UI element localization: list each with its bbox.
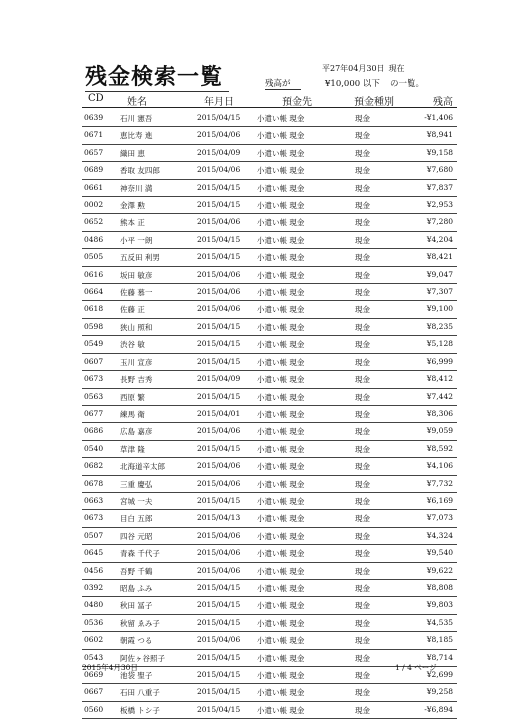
cell-deposit-to: 小遣い帳 現金	[257, 340, 305, 350]
cell-balance: ¥9,258	[426, 687, 453, 697]
header-cd: CD	[88, 93, 104, 104]
cell-date: 2015/04/06	[197, 304, 241, 314]
cell-balance: ¥8,306	[426, 408, 453, 418]
cell-cd: 0616	[84, 269, 104, 279]
cell-deposit-kind: 現金	[355, 653, 370, 663]
cell-balance: ¥8,185	[426, 635, 453, 645]
cell-deposit-to: 小遣い帳 現金	[257, 166, 305, 176]
cell-balance: ¥7,732	[426, 478, 453, 488]
cell-deposit-to: 小遣い帳 現金	[257, 183, 305, 193]
cell-cd: 0678	[84, 478, 104, 488]
cell-balance: ¥6,169	[426, 495, 453, 505]
cell-deposit-kind: 現金	[355, 531, 370, 541]
cell-balance: ¥4,204	[426, 234, 453, 244]
cell-deposit-kind: 現金	[355, 601, 370, 611]
table-row	[82, 162, 457, 179]
cell-date: 2015/04/15	[197, 200, 241, 210]
cell-balance: ¥8,808	[426, 582, 453, 592]
cell-date: 2015/04/15	[197, 687, 241, 697]
cell-deposit-kind: 現金	[355, 705, 370, 715]
cell-date: 2015/04/09	[197, 374, 241, 384]
cell-cd: 0540	[84, 443, 104, 453]
cell-name: 目白 五郎	[120, 514, 153, 524]
cell-deposit-to: 小遣い帳 現金	[257, 409, 305, 419]
cell-balance: ¥8,714	[426, 652, 453, 662]
table-row	[82, 284, 457, 301]
table-header	[82, 93, 457, 108]
cell-name: 玉川 宣彦	[120, 357, 153, 367]
cell-name: 狭山 照和	[120, 322, 153, 332]
cell-balance: ¥6,999	[426, 356, 453, 366]
cell-deposit-to: 小遣い帳 現金	[257, 462, 305, 472]
table-row	[82, 458, 457, 475]
cell-deposit-to: 小遣い帳 現金	[257, 671, 305, 680]
table-row	[82, 441, 457, 458]
cell-deposit-to: 小遣い帳 現金	[257, 270, 305, 280]
cell-date: 2015/04/15	[197, 391, 241, 401]
cell-name: 織田 恵	[120, 148, 145, 158]
cell-deposit-kind: 現金	[355, 218, 370, 228]
cell-cd: 0507	[84, 530, 104, 540]
header-balance: 残高	[433, 97, 453, 108]
cell-date: 2015/04/15	[197, 252, 241, 262]
cell-cd: 0673	[84, 374, 104, 384]
table-row	[82, 389, 457, 406]
cell-balance: ¥9,622	[426, 565, 453, 575]
header-date: 年月日	[204, 97, 234, 108]
footer-date: 2015年4月30日	[82, 663, 138, 672]
cell-deposit-to: 小遣い帳 現金	[257, 288, 305, 298]
cell-balance: ¥4,324	[426, 530, 453, 540]
cell-date: 2015/04/15	[197, 704, 241, 714]
cell-deposit-to: 小遣い帳 現金	[257, 566, 305, 576]
cell-name: 練馬 衛	[120, 409, 145, 419]
table-row	[82, 632, 457, 649]
cell-date: 2015/04/06	[197, 461, 241, 471]
cell-date: 2015/04/06	[197, 565, 241, 575]
header-deposit-kind: 預金種別	[354, 97, 394, 108]
cell-date: 2015/04/15	[197, 443, 241, 453]
cell-balance: ¥9,047	[426, 269, 453, 279]
cell-cd: 0563	[84, 391, 104, 401]
cell-deposit-kind: 現金	[355, 357, 370, 367]
cell-deposit-kind: 現金	[355, 375, 370, 385]
cell-name: 吾野 千鶴	[120, 566, 153, 576]
cell-deposit-kind: 現金	[355, 235, 370, 245]
cell-deposit-to: 小遣い帳 現金	[257, 444, 305, 454]
cell-date: 2015/04/06	[197, 548, 241, 558]
cell-name: 長野 吉秀	[120, 375, 153, 385]
cell-deposit-kind: 現金	[355, 288, 370, 298]
cell-date: 2015/04/15	[197, 113, 241, 122]
cell-deposit-kind: 現金	[355, 636, 370, 646]
cell-name: 香取 友四郎	[120, 166, 160, 176]
cell-balance: ¥9,100	[426, 304, 453, 314]
cell-cd: 0560	[84, 704, 104, 714]
cell-deposit-kind: 現金	[355, 114, 370, 123]
table-row	[82, 597, 457, 614]
cell-name: 昭島 ふみ	[120, 583, 153, 593]
cell-balance: ¥7,307	[426, 287, 453, 297]
table-row	[82, 197, 457, 214]
cell-name: 四谷 元昭	[120, 531, 153, 541]
cell-cd: 0607	[84, 356, 104, 366]
cell-deposit-to: 小遣い帳 現金	[257, 392, 305, 402]
cell-cd: 0686	[84, 426, 104, 436]
cell-balance: ¥9,540	[426, 548, 453, 558]
cell-name: 北海道辛太郎	[120, 462, 165, 472]
cell-deposit-kind: 現金	[355, 444, 370, 454]
cell-deposit-to: 小遣い帳 現金	[257, 131, 305, 141]
condition-amount: ¥10,000 以下	[325, 79, 380, 89]
cell-deposit-kind: 現金	[355, 583, 370, 593]
cell-cd: 0667	[84, 687, 104, 697]
cell-cd: 0480	[84, 600, 104, 610]
cell-date: 2015/04/15	[197, 582, 241, 592]
cell-name: 秋留 ゑみ子	[120, 618, 160, 628]
cell-cd: 0618	[84, 304, 104, 314]
cell-deposit-kind: 現金	[355, 566, 370, 576]
table-row	[82, 615, 457, 632]
cell-deposit-kind: 現金	[355, 305, 370, 315]
cell-deposit-kind: 現金	[355, 270, 370, 280]
cell-balance: ¥7,442	[426, 391, 453, 401]
cell-date: 2015/04/15	[197, 495, 241, 505]
as-of-date-value: 平27年04月30日	[322, 64, 385, 73]
cell-name: 石田 八重子	[120, 688, 160, 698]
cell-deposit-to: 小遣い帳 現金	[257, 583, 305, 593]
table-row	[82, 371, 457, 388]
cell-balance: ¥9,158	[426, 147, 453, 157]
as-of-suffix: 現在	[388, 64, 405, 73]
cell-cd: 0657	[84, 147, 104, 157]
cell-balance: ¥4,106	[426, 461, 453, 471]
cell-name: 渋谷 敏	[120, 340, 145, 350]
cell-cd: 0549	[84, 339, 104, 349]
table-row	[82, 301, 457, 318]
cell-balance: ¥2,953	[426, 200, 453, 210]
cell-date: 2015/04/15	[197, 652, 241, 662]
condition-suffix: の一覧。	[390, 79, 425, 89]
cell-deposit-to: 小遣い帳 現金	[257, 496, 305, 506]
cell-deposit-to: 小遣い帳 現金	[257, 514, 305, 524]
cell-date: 2015/04/09	[197, 147, 241, 157]
table-row	[82, 354, 457, 371]
cell-name: 神奈川 満	[120, 183, 153, 193]
cell-balance: ¥4,535	[426, 617, 453, 627]
cell-date: 2015/04/15	[197, 670, 241, 679]
cell-deposit-kind: 現金	[355, 514, 370, 524]
cell-deposit-to: 小遣い帳 現金	[257, 636, 305, 646]
cell-deposit-to: 小遣い帳 現金	[257, 653, 305, 663]
cell-deposit-to: 小遣い帳 現金	[257, 322, 305, 332]
table-row	[82, 545, 457, 562]
cell-balance: ¥5,128	[426, 339, 453, 349]
cell-deposit-kind: 現金	[355, 549, 370, 559]
cell-date: 2015/04/01	[197, 408, 241, 418]
cell-name: 五反田 利男	[120, 253, 160, 263]
cell-date: 2015/04/15	[197, 617, 241, 627]
page-indicator: 1 / 4 ページ	[395, 663, 437, 672]
cell-name: 佐藤 慕一	[120, 288, 153, 298]
cell-deposit-to: 小遣い帳 現金	[257, 601, 305, 611]
cell-date: 2015/04/15	[197, 600, 241, 610]
cell-cd: 0669	[84, 670, 104, 679]
cell-deposit-to: 小遣い帳 現金	[257, 427, 305, 437]
cell-date: 2015/04/06	[197, 165, 241, 175]
header-deposit-to: 預金先	[282, 97, 312, 108]
cell-name: 佐藤 正	[120, 305, 145, 315]
cell-name: 阿佐ヶ谷照子	[120, 653, 165, 663]
table-row	[82, 702, 457, 719]
cell-cd: 0664	[84, 287, 104, 297]
cell-deposit-kind: 現金	[355, 479, 370, 489]
cell-deposit-kind: 現金	[355, 148, 370, 158]
cell-deposit-kind: 現金	[355, 253, 370, 263]
cell-balance: ¥8,592	[426, 443, 453, 453]
cell-deposit-kind: 現金	[355, 392, 370, 402]
cell-name: 朝霞 つる	[120, 636, 153, 646]
cell-deposit-to: 小遣い帳 現金	[257, 479, 305, 489]
cell-balance: -¥6,894	[424, 704, 453, 714]
table-row	[82, 145, 457, 162]
cell-date: 2015/04/15	[197, 182, 241, 192]
cell-balance: ¥8,235	[426, 321, 453, 331]
cell-deposit-kind: 現金	[355, 688, 370, 698]
cell-deposit-kind: 現金	[355, 409, 370, 419]
cell-deposit-kind: 現金	[355, 322, 370, 332]
table-row	[82, 684, 457, 701]
cell-date: 2015/04/15	[197, 321, 241, 331]
table-row	[82, 319, 457, 336]
cell-date: 2015/04/06	[197, 530, 241, 540]
cell-deposit-kind: 現金	[355, 618, 370, 628]
cell-name: 宮城 一夫	[120, 496, 153, 506]
cell-deposit-to: 小遣い帳 現金	[257, 305, 305, 315]
table-row	[82, 493, 457, 510]
table-row	[82, 476, 457, 493]
table-row	[82, 336, 457, 353]
cell-balance: ¥2,699	[426, 670, 453, 679]
cell-deposit-to: 小遣い帳 現金	[257, 114, 305, 123]
cell-date: 2015/04/15	[197, 234, 241, 244]
cell-date: 2015/04/06	[197, 426, 241, 436]
cell-cd: 0673	[84, 513, 104, 523]
cell-name: 熊本 正	[120, 218, 145, 228]
table-row	[82, 580, 457, 597]
cell-name: 坂田 敏彦	[120, 270, 153, 280]
cell-cd: 0682	[84, 461, 104, 471]
cell-balance: ¥9,059	[426, 426, 453, 436]
table-row	[82, 232, 457, 249]
table-row	[82, 267, 457, 284]
cell-name: 石川 憲吾	[120, 114, 153, 123]
cell-deposit-to: 小遣い帳 現金	[257, 375, 305, 385]
table-row	[82, 528, 457, 545]
cell-cd: 0598	[84, 321, 104, 331]
cell-name: 金澤 勲	[120, 201, 145, 211]
cell-deposit-kind: 現金	[355, 131, 370, 141]
report-title: 残金検索一覧	[85, 60, 229, 92]
cell-deposit-to: 小遣い帳 現金	[257, 705, 305, 715]
cell-deposit-kind: 現金	[355, 462, 370, 472]
cell-cd: 0505	[84, 252, 104, 262]
cell-cd: 0639	[84, 113, 104, 122]
cell-name: 板橋 トシ子	[120, 705, 160, 715]
cell-deposit-to: 小遣い帳 現金	[257, 618, 305, 628]
cell-balance: ¥7,837	[426, 182, 453, 192]
cell-balance: ¥8,421	[426, 252, 453, 262]
cell-cd: 0486	[84, 234, 104, 244]
cell-date: 2015/04/06	[197, 217, 241, 227]
cell-date: 2015/04/06	[197, 478, 241, 488]
cell-name: 草津 隆	[120, 444, 145, 454]
table-row	[82, 423, 457, 440]
cell-balance: ¥9,803	[426, 600, 453, 610]
header-name: 姓名	[127, 97, 147, 108]
cell-cd: 0536	[84, 617, 104, 627]
cell-name: 池袋 聖子	[120, 671, 153, 680]
table-row	[82, 127, 457, 144]
table-body	[82, 110, 457, 719]
cell-cd: 0456	[84, 565, 104, 575]
cell-deposit-kind: 現金	[355, 183, 370, 193]
cell-deposit-to: 小遣い帳 現金	[257, 253, 305, 263]
table-row	[82, 110, 457, 127]
search-condition	[265, 77, 465, 89]
cell-cd: 0602	[84, 635, 104, 645]
cell-deposit-to: 小遣い帳 現金	[257, 531, 305, 541]
cell-balance: ¥7,073	[426, 513, 453, 523]
cell-balance: ¥7,280	[426, 217, 453, 227]
cell-deposit-kind: 現金	[355, 427, 370, 437]
cell-deposit-to: 小遣い帳 現金	[257, 218, 305, 228]
cell-cd: 0689	[84, 165, 104, 175]
cell-date: 2015/04/15	[197, 356, 241, 366]
cell-date: 2015/04/15	[197, 339, 241, 349]
cell-balance: ¥8,412	[426, 374, 453, 384]
cell-cd: 0392	[84, 582, 104, 592]
cell-name: 恵比寿 進	[120, 131, 153, 141]
cell-name: 小平 一朗	[120, 235, 153, 245]
cell-cd: 0663	[84, 495, 104, 505]
cell-cd: 0543	[84, 652, 104, 662]
cell-balance: ¥7,680	[426, 165, 453, 175]
table-row	[82, 563, 457, 580]
cell-balance: -¥1,406	[424, 113, 453, 122]
cell-cd: 0661	[84, 182, 104, 192]
table-row	[82, 406, 457, 423]
table-row	[82, 180, 457, 197]
cell-date: 2015/04/06	[197, 287, 241, 297]
cell-name: 西原 繁	[120, 392, 145, 402]
cell-date: 2015/04/06	[197, 130, 241, 140]
cell-date: 2015/04/06	[197, 269, 241, 279]
table-row	[82, 249, 457, 266]
cell-name: 青森 千代子	[120, 549, 160, 559]
cell-name: 三重 慶弘	[120, 479, 153, 489]
condition-label: 残高が	[265, 79, 301, 90]
cell-date: 2015/04/06	[197, 635, 241, 645]
cell-name: 秋田 冨子	[120, 601, 153, 611]
cell-deposit-kind: 現金	[355, 340, 370, 350]
cell-date: 2015/04/13	[197, 513, 241, 523]
as-of-date	[322, 63, 409, 74]
cell-deposit-kind: 現金	[355, 496, 370, 506]
cell-deposit-to: 小遣い帳 現金	[257, 688, 305, 698]
cell-cd: 0002	[84, 200, 104, 210]
cell-deposit-kind: 現金	[355, 201, 370, 211]
cell-deposit-to: 小遣い帳 現金	[257, 549, 305, 559]
cell-deposit-to: 小遣い帳 現金	[257, 357, 305, 367]
cell-cd: 0645	[84, 548, 104, 558]
cell-deposit-to: 小遣い帳 現金	[257, 235, 305, 245]
cell-deposit-to: 小遣い帳 現金	[257, 148, 305, 158]
cell-cd: 0671	[84, 130, 104, 140]
cell-deposit-kind: 現金	[355, 166, 370, 176]
table-row	[82, 510, 457, 527]
cell-deposit-kind: 現金	[355, 671, 370, 680]
cell-cd: 0677	[84, 408, 104, 418]
cell-balance: ¥8,941	[426, 130, 453, 140]
cell-cd: 0652	[84, 217, 104, 227]
cell-deposit-to: 小遣い帳 現金	[257, 201, 305, 211]
cell-name: 広島 嘉彦	[120, 427, 153, 437]
table-row	[82, 214, 457, 231]
